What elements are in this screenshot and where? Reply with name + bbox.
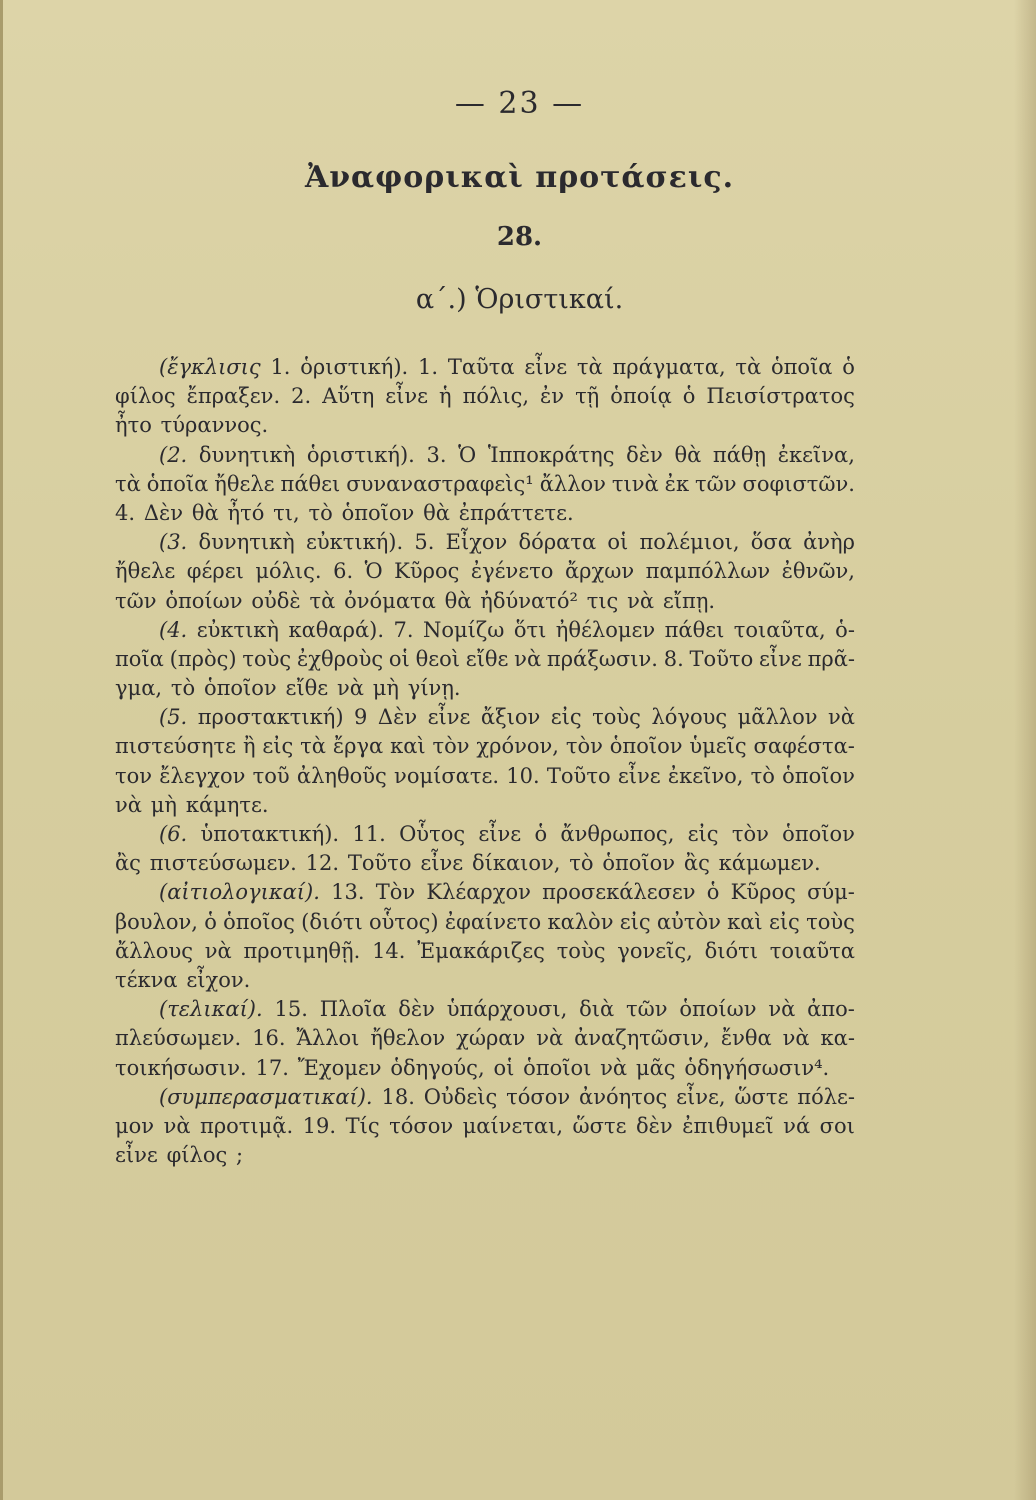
word: 10. bbox=[506, 763, 540, 788]
word: σοι bbox=[819, 1113, 855, 1138]
word: πράγματα, bbox=[612, 355, 726, 379]
word: ὁ bbox=[534, 822, 548, 846]
word: 3. bbox=[426, 442, 447, 467]
word: ὑμεῖς bbox=[689, 734, 747, 759]
word: (αἰτιολογικαί). bbox=[159, 880, 320, 905]
word: (2. bbox=[159, 442, 188, 467]
word: τῇ bbox=[575, 384, 600, 409]
word: (τελικαί). bbox=[159, 997, 263, 1022]
word: τὸν bbox=[432, 734, 470, 759]
word: (5. bbox=[159, 705, 188, 730]
word: εἴθε bbox=[465, 646, 509, 671]
word: πιστεύσητε bbox=[115, 734, 237, 759]
word: ἀληθοῦς bbox=[296, 763, 387, 788]
word: Ταῦτα bbox=[447, 355, 515, 379]
word: τῶν bbox=[625, 997, 668, 1022]
word: πράξωσιν. bbox=[546, 646, 658, 671]
word: Οὗτος bbox=[399, 822, 466, 846]
word: ἔργα bbox=[332, 734, 384, 759]
word: τόσον bbox=[389, 1113, 454, 1138]
word: εἰς bbox=[262, 734, 294, 759]
text-line bbox=[115, 411, 855, 440]
text-line bbox=[115, 353, 855, 382]
word: (συμπερασματικαί). bbox=[159, 1084, 373, 1109]
word: ἐπιθυμεῖ bbox=[682, 1113, 774, 1138]
word: ἤθελον bbox=[370, 1026, 446, 1051]
text-line bbox=[115, 499, 855, 528]
word: μᾶλλον bbox=[737, 705, 818, 730]
word: ἔπραξεν. bbox=[186, 384, 281, 409]
word: Ἄλλοι bbox=[296, 1026, 360, 1051]
word: προστακτική) bbox=[197, 705, 344, 730]
text-line bbox=[115, 1083, 855, 1112]
text-line bbox=[115, 441, 855, 470]
word: ὁποῖον bbox=[341, 500, 415, 525]
word: γμα, bbox=[115, 676, 163, 701]
word: εἶνε, bbox=[676, 1084, 726, 1109]
word: ὁριστική). bbox=[306, 442, 415, 467]
word: ὁποῖον bbox=[782, 822, 855, 846]
word: μὴ bbox=[150, 792, 177, 817]
word: τὸν bbox=[565, 734, 603, 759]
word: ὁ bbox=[204, 909, 217, 934]
word: ὁ bbox=[682, 384, 696, 409]
word: ἄρχων bbox=[564, 559, 635, 584]
word: Ἐμακάριζες bbox=[417, 938, 545, 963]
text-line bbox=[115, 878, 855, 907]
word: προτιμηθῇ. bbox=[243, 938, 361, 963]
word: μαίνεται, bbox=[462, 1113, 564, 1138]
word: ὁ bbox=[706, 880, 720, 905]
word: Ὁ bbox=[458, 442, 477, 467]
text-line bbox=[115, 791, 855, 820]
word: (πρὸς) bbox=[169, 646, 237, 671]
word: ἀνὴρ bbox=[803, 530, 855, 555]
word: χρόνον, bbox=[476, 734, 559, 759]
word: τοιαῦτα, bbox=[733, 617, 826, 642]
word: δὲν bbox=[626, 442, 663, 467]
word: ὁποῖοι bbox=[523, 1055, 592, 1080]
word: δὲν bbox=[398, 997, 435, 1022]
word: φίλος bbox=[166, 1143, 228, 1168]
text-line bbox=[115, 966, 855, 995]
word: κάμητε. bbox=[185, 792, 269, 817]
text-line bbox=[115, 674, 855, 703]
word: τὰ bbox=[300, 734, 326, 759]
word: ἀναζητῶσιν, bbox=[574, 1026, 710, 1051]
word: Πεισίστρατος bbox=[706, 384, 855, 409]
word: ἤθελε bbox=[115, 559, 176, 584]
word: εἰς bbox=[687, 822, 719, 846]
word: τόσον bbox=[506, 1084, 571, 1109]
word: πλεύσωμεν. bbox=[115, 1026, 242, 1051]
text-line bbox=[115, 1054, 855, 1083]
word: κα- bbox=[820, 1026, 855, 1051]
word: (διότι bbox=[301, 909, 363, 934]
word: δίκαιον, bbox=[471, 851, 561, 876]
word: Κῦρος bbox=[730, 880, 796, 905]
word: λόγους bbox=[651, 705, 728, 730]
word: 2. bbox=[291, 384, 312, 409]
word: φίλος bbox=[115, 384, 176, 409]
word: τι, bbox=[273, 500, 300, 525]
word: Πλοῖα bbox=[319, 997, 387, 1022]
word: ἀπο- bbox=[807, 997, 855, 1022]
word: νὰ bbox=[782, 1026, 810, 1051]
word: ὁδηγήσωσιν⁴. bbox=[684, 1055, 830, 1080]
word: πολέμιοι, bbox=[639, 530, 740, 555]
word: ὁποῖος bbox=[223, 909, 295, 934]
page-number: — 23 — bbox=[454, 86, 585, 121]
word: ὁριστική). bbox=[300, 355, 409, 379]
word: ὁποῖον bbox=[782, 763, 855, 788]
word: 13. bbox=[331, 880, 365, 905]
word: Κλέαρχον bbox=[426, 880, 531, 905]
word: οἱ bbox=[388, 646, 410, 671]
word: οἱ bbox=[493, 1055, 515, 1080]
word: Ἔχομεν bbox=[297, 1055, 382, 1080]
word: εἴπῃ. bbox=[662, 588, 716, 613]
word: ὁποῖα bbox=[146, 471, 209, 496]
word: τὸ bbox=[308, 500, 333, 525]
word: μὴ bbox=[372, 676, 399, 701]
word: βουλον, bbox=[115, 909, 198, 934]
word: 4. bbox=[115, 500, 136, 525]
word: Δὲν bbox=[377, 705, 418, 730]
text-line bbox=[115, 1024, 855, 1053]
text-line bbox=[115, 908, 855, 937]
word: πάθει bbox=[280, 471, 341, 496]
word: 14. bbox=[372, 938, 406, 963]
word: νὰ bbox=[514, 646, 542, 671]
word: ἄλλον bbox=[539, 471, 606, 496]
word: νὰ bbox=[336, 676, 364, 701]
word: ἄλλους bbox=[115, 938, 193, 963]
word: ; bbox=[236, 1143, 244, 1168]
section-number: 28. bbox=[496, 222, 543, 252]
word: Αὕτη bbox=[322, 384, 375, 409]
word: τύραννος. bbox=[160, 413, 269, 438]
word: ὁ- bbox=[835, 617, 855, 642]
text-line bbox=[115, 557, 855, 586]
word: τις bbox=[586, 588, 619, 613]
word: νὰ bbox=[536, 1026, 564, 1051]
word: φέρει bbox=[186, 559, 244, 584]
chapter-heading: Ἀναφορικαὶ προτάσεις. bbox=[304, 160, 735, 195]
word: ἄξιον bbox=[480, 705, 541, 730]
text-line bbox=[115, 995, 855, 1024]
word: τὸ bbox=[750, 763, 775, 788]
word: τὸ bbox=[170, 676, 196, 701]
word: ἢ bbox=[242, 734, 256, 759]
text-line bbox=[115, 762, 855, 791]
word: ἐφαίνετο bbox=[444, 909, 542, 934]
word: ὁποῖα bbox=[770, 355, 833, 379]
word: νὰ bbox=[828, 705, 855, 730]
text-line bbox=[115, 1141, 855, 1170]
word: τὰ bbox=[576, 355, 603, 379]
word: νὰ bbox=[115, 792, 142, 817]
word: εἶνε bbox=[478, 822, 522, 846]
word: τινὰ bbox=[611, 471, 659, 496]
word: τὸν bbox=[731, 822, 769, 846]
word: εἶνε bbox=[759, 646, 802, 671]
word: γίνῃ. bbox=[407, 676, 461, 701]
word: 1. bbox=[418, 355, 439, 379]
word: ἐκεῖνο, bbox=[667, 763, 744, 788]
word: θὰ bbox=[444, 588, 472, 613]
word: γονεῖς, bbox=[617, 938, 693, 963]
word: οἱ bbox=[607, 530, 629, 555]
word: σύμ- bbox=[807, 880, 855, 905]
text-line bbox=[115, 528, 855, 557]
word: εἶνε bbox=[385, 384, 429, 409]
word: νὰ bbox=[768, 997, 796, 1022]
word: πάθει bbox=[664, 617, 725, 642]
word: Τοῦτο bbox=[689, 646, 754, 671]
word: οὗτος) bbox=[368, 909, 439, 934]
word: δόρατα bbox=[518, 530, 597, 555]
word: νά bbox=[783, 1113, 811, 1138]
word: καὶ bbox=[390, 734, 426, 759]
word: εἰς bbox=[550, 705, 582, 730]
word: ἐγένετο bbox=[470, 559, 554, 584]
word: προτιμᾷ. bbox=[200, 1113, 294, 1138]
word: τοὺς bbox=[242, 646, 292, 671]
word: κάμωμεν. bbox=[718, 851, 821, 876]
word: Νομίζω bbox=[422, 617, 505, 642]
word: (6. bbox=[159, 822, 188, 846]
text-line bbox=[115, 382, 855, 411]
word: τοῦ bbox=[252, 763, 290, 788]
word: πιστεύσωμεν. bbox=[149, 851, 297, 876]
word: οὐδὲ bbox=[251, 588, 301, 613]
word: θεοὶ bbox=[415, 646, 460, 671]
word: τοὺς bbox=[592, 705, 641, 730]
word: 1. bbox=[270, 355, 291, 379]
word: εὐκτική). bbox=[305, 530, 404, 555]
word: ποῖα bbox=[115, 646, 164, 671]
word: τῶν bbox=[115, 588, 157, 613]
word: Τοῦτο bbox=[546, 763, 611, 788]
word: μον bbox=[115, 1113, 155, 1138]
word: νὰ bbox=[163, 1113, 191, 1138]
word: τοὺς bbox=[806, 909, 855, 934]
word: 5. bbox=[414, 530, 435, 555]
word: τῶν bbox=[695, 471, 737, 496]
word: ὁποῖον bbox=[203, 676, 277, 701]
word: ἦτο bbox=[115, 413, 152, 438]
word: διότι bbox=[704, 938, 758, 963]
word: ἐπράττετε. bbox=[458, 500, 574, 525]
word: τὸ bbox=[569, 851, 594, 876]
word: ὥστε bbox=[734, 1084, 789, 1109]
word: ὁ bbox=[842, 355, 855, 379]
word: ὁποῖον bbox=[609, 734, 683, 759]
word: μόλις. bbox=[255, 559, 322, 584]
word: τὰ bbox=[115, 471, 141, 496]
word: τοικήσωσιν. bbox=[115, 1055, 247, 1080]
word: 8. bbox=[663, 646, 684, 671]
word: ὁδηγούς, bbox=[390, 1055, 485, 1080]
word: τέκνα bbox=[115, 967, 178, 992]
word: 17. bbox=[255, 1055, 289, 1080]
word: σοφιστῶν. bbox=[742, 471, 855, 496]
word: Ὁ bbox=[364, 559, 383, 584]
word: Εἶχον bbox=[445, 530, 508, 555]
word: Τὸν bbox=[375, 880, 416, 905]
word: ἔλεγχον bbox=[159, 763, 246, 788]
word: Τοῦτο bbox=[347, 851, 412, 876]
word: ὁποῖον bbox=[602, 851, 676, 876]
word: εἶχον. bbox=[186, 967, 251, 992]
word: ἔνθα bbox=[720, 1026, 772, 1051]
word: (3. bbox=[159, 530, 188, 555]
word: ἂς bbox=[683, 851, 710, 876]
word: εἶνε bbox=[617, 763, 661, 788]
word: τοιαῦτα bbox=[769, 938, 855, 963]
word: θὰ bbox=[674, 442, 702, 467]
word: πόλε- bbox=[797, 1084, 855, 1109]
word: νομίσατε. bbox=[394, 763, 500, 788]
word: θὰ bbox=[423, 500, 450, 525]
word: 16. bbox=[252, 1026, 286, 1051]
text-line bbox=[115, 616, 855, 645]
word: τον bbox=[115, 763, 153, 788]
word: (4. bbox=[159, 617, 188, 642]
word: ὁποίᾳ bbox=[610, 384, 672, 409]
word: 12. bbox=[305, 851, 340, 876]
word: Οὐδεὶς bbox=[423, 1084, 498, 1109]
word: νὰ bbox=[204, 938, 232, 963]
word: Δὲν bbox=[143, 500, 184, 525]
word: ἦτό bbox=[227, 500, 265, 525]
word: ἐκ bbox=[664, 471, 690, 496]
word: ἂς bbox=[115, 851, 141, 876]
word: ἄνθρωπος, bbox=[560, 822, 675, 846]
word: εὐκτικὴ bbox=[196, 617, 280, 642]
word: εἰς bbox=[768, 909, 800, 934]
text-line bbox=[115, 645, 855, 674]
word: νὰ bbox=[600, 1055, 628, 1080]
text-line bbox=[115, 732, 855, 761]
word: ὁποίων bbox=[679, 997, 757, 1022]
word: τὰ bbox=[735, 355, 762, 379]
word: καλὸν bbox=[547, 909, 614, 934]
word: ἡ bbox=[439, 384, 452, 409]
word: 18. bbox=[381, 1084, 415, 1109]
word: ἠθέλομεν bbox=[555, 617, 656, 642]
word: πόλις, bbox=[462, 384, 530, 409]
text-line bbox=[115, 849, 855, 878]
word: εἴθε bbox=[285, 676, 329, 701]
word: δυνητικὴ bbox=[198, 530, 295, 555]
word: 7. bbox=[393, 617, 414, 642]
word: 11. bbox=[352, 822, 386, 846]
word: ὑποτακτική). bbox=[200, 822, 340, 846]
text-line bbox=[115, 1112, 855, 1141]
word: θὰ bbox=[191, 500, 219, 525]
word: 19. bbox=[302, 1113, 337, 1138]
word: εἰς bbox=[619, 909, 651, 934]
word: ὑπάρχουσι, bbox=[446, 997, 568, 1022]
word: τοὺς bbox=[556, 938, 606, 963]
text-line bbox=[115, 937, 855, 966]
word: εἶνε bbox=[524, 355, 568, 379]
word: ἐκεῖνα, bbox=[777, 442, 855, 467]
word: δὲν bbox=[636, 1113, 673, 1138]
word: εἶνε bbox=[115, 1143, 158, 1168]
text-line bbox=[115, 820, 855, 849]
word: ὅσα bbox=[750, 530, 792, 555]
word: συναναστραφεὶς¹ bbox=[346, 471, 534, 496]
text-line bbox=[115, 587, 855, 616]
word: ἐχθροὺς bbox=[296, 646, 384, 671]
body-text bbox=[115, 353, 855, 1170]
word: ὁποίων bbox=[165, 588, 243, 613]
section-subheading: α΄.) Ὁριστικαί. bbox=[415, 284, 624, 315]
word: Ἱπποκράτης bbox=[487, 442, 615, 467]
word: ἠδύνατό² bbox=[480, 588, 578, 613]
word: ὥστε bbox=[572, 1113, 627, 1138]
word: ἀνόητος bbox=[579, 1084, 668, 1109]
text-line bbox=[115, 470, 855, 499]
word: πάθῃ bbox=[712, 442, 767, 467]
word: παμπόλλων bbox=[645, 559, 771, 584]
word: διὰ bbox=[579, 997, 615, 1022]
word: νὰ bbox=[627, 588, 655, 613]
word: ὅτι bbox=[513, 617, 547, 642]
word: καὶ bbox=[727, 909, 763, 934]
word: εἶνε bbox=[420, 851, 464, 876]
word: 6. bbox=[333, 559, 354, 584]
word: Κῦρος bbox=[394, 559, 460, 584]
word: 15. bbox=[274, 997, 308, 1022]
word: ἐν bbox=[540, 384, 565, 409]
word: εἶνε bbox=[427, 705, 471, 730]
word: τὰ bbox=[309, 588, 336, 613]
word: αὐτὸν bbox=[656, 909, 721, 934]
word: πρᾶ- bbox=[807, 646, 855, 671]
word: σαφέστα- bbox=[753, 734, 855, 759]
word: ὀνόματα bbox=[344, 588, 436, 613]
word: προσεκάλεσεν bbox=[542, 880, 696, 905]
word: καθαρά). bbox=[288, 617, 385, 642]
word: 9 bbox=[354, 705, 368, 730]
word: χώραν bbox=[456, 1026, 526, 1051]
word: μᾶς bbox=[635, 1055, 676, 1080]
word: (ἔγκλισις bbox=[159, 355, 261, 379]
word: Τίς bbox=[345, 1113, 380, 1138]
text-line bbox=[115, 703, 855, 732]
word: ἐθνῶν, bbox=[781, 559, 855, 584]
word: ἤθελε bbox=[214, 471, 275, 496]
word: δυνητικὴ bbox=[198, 442, 296, 467]
